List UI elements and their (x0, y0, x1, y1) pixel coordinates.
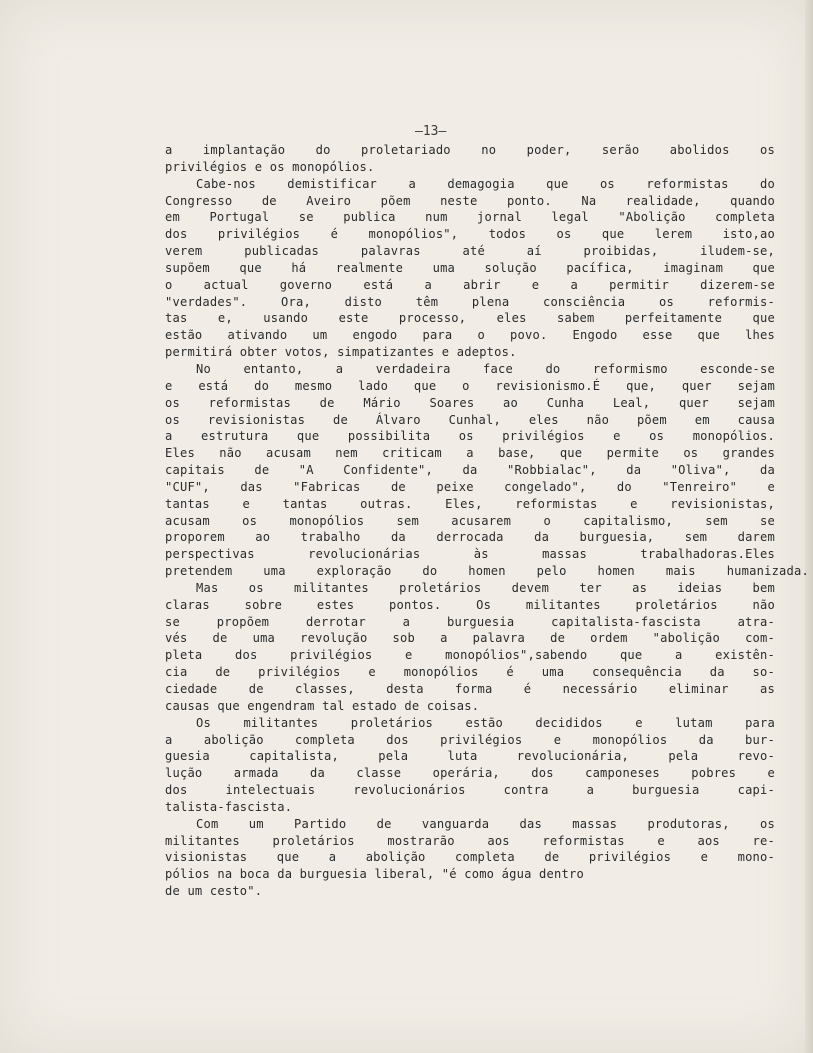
text-line: Eles não acusam nem criticam a base, que permite os grandes (165, 446, 775, 461)
text-line: dos intelectuais revolucionários contra a burguesia capi- (165, 783, 775, 798)
text-line: visionistas que a abolição completa de privilégios e mono- (165, 850, 775, 865)
text-line: Cabe-nos demistificar a demagogia que os reformistas do (196, 176, 775, 191)
text-line: os reformistas de Mário Soares ao Cunha Leal, quer sejam (165, 395, 775, 410)
text-line: pleta dos privilégios e monopólios",sabendo que a existên- (165, 648, 775, 663)
text-line: acusam os monopólios sem acusarem o capitalismo, sem se (165, 513, 775, 528)
text-line: talista-fascista. (165, 799, 293, 814)
text-line: Com um Partido de vanguarda das massas produtoras, os (196, 816, 775, 831)
text-line: militantes proletários mostrarão aos reformistas e aos re- (165, 833, 775, 848)
text-line: Congresso de Aveiro põem neste ponto. Na realidade, quando (165, 193, 775, 208)
text-line: os revisionistas de Álvaro Cunhal, eles não põem em causa (165, 412, 775, 427)
body-text (165, 142, 809, 900)
text-line: tantas e tantas outras. Eles, reformistas e revisionistas, (165, 496, 775, 511)
page-number: —13— (415, 124, 447, 139)
text-line: tas e, usando este processo, eles sabem perfeitamente que (165, 311, 775, 326)
text-line: cia de privilégios e monopólios é uma consequência da so- (165, 665, 775, 680)
text-line: supõem que há realmente uma solução pacífica, imaginam que (165, 260, 775, 275)
text-line: e está do mesmo lado que o revisionismo.É que, quer sejam (165, 378, 775, 393)
page-edge (805, 0, 813, 1053)
text-line: pretendem uma exploração do homen pelo homen mais humanizada. (165, 564, 809, 579)
text-line: privilégios e os monopólios. (165, 159, 375, 174)
text-line: proporem ao trabalho da derrocada da burguesia, sem darem (165, 530, 775, 545)
text-line: "verdades". Ora, disto têm plena consciência os reformis- (165, 294, 775, 309)
text-line: vés de uma revolução sob a palavra de ordem "abolição com- (165, 631, 775, 646)
text-line: permitirá obter votos, simpatizantes e adeptos. (165, 345, 517, 360)
text-line: ciedade de classes, desta forma é necessário eliminar as (165, 682, 775, 696)
text-line: a implantação do proletariado no poder, serão abolidos os (165, 143, 775, 157)
text-line: verem publicadas palavras até aí proibidas, iludem-se, (165, 244, 775, 259)
text-line: perspectivas revolucionárias às massas trabalhadoras.Eles (165, 547, 775, 562)
text-line: "CUF", das "Fabricas de peixe congelado", do "Tenreiro" e (165, 479, 775, 494)
text-line: Os militantes proletários estão decididos e lutam para (196, 715, 775, 730)
text-line: estão ativando um engodo para o povo. Engodo esse que lhes (165, 328, 775, 343)
text-line: Mas os militantes proletários devem ter as ideias bem (196, 580, 775, 595)
text-line: lução armada da classe operária, dos camponeses pobres e (165, 766, 775, 781)
text-line: se propõem derrotar a burguesia capitalista-fascista atra- (165, 614, 775, 629)
text-line: em Portugal se publica num jornal legal "Abolição completa (165, 210, 775, 225)
text-line: a abolição completa dos privilégios e monopólios da bur- (165, 732, 775, 747)
text-line: No entanto, a verdadeira face do reformismo esconde-se (196, 361, 775, 376)
text-line: o actual governo está a abrir e a permitir dizerem-se (165, 277, 775, 292)
text-line: pólios na boca da burguesia liberal, "é como água dentro (165, 867, 584, 882)
text-line: dos privilégios é monopólios", todos os que lerem isto,ao (165, 227, 775, 242)
text-line: de um cesto". (165, 884, 263, 899)
text-line: a estrutura que possibilita os privilégios e os monopólios. (165, 429, 775, 444)
text-line: causas que engendram tal estado de coisas. (165, 698, 480, 713)
text-line: claras sobre estes pontos. Os militantes proletários não (165, 597, 775, 612)
text-line: capitais de "A Confidente", da "Robbialac", da "Oliva", da (165, 463, 775, 478)
text-line: guesia capitalista, pela luta revolucionária, pela revo- (165, 749, 775, 764)
